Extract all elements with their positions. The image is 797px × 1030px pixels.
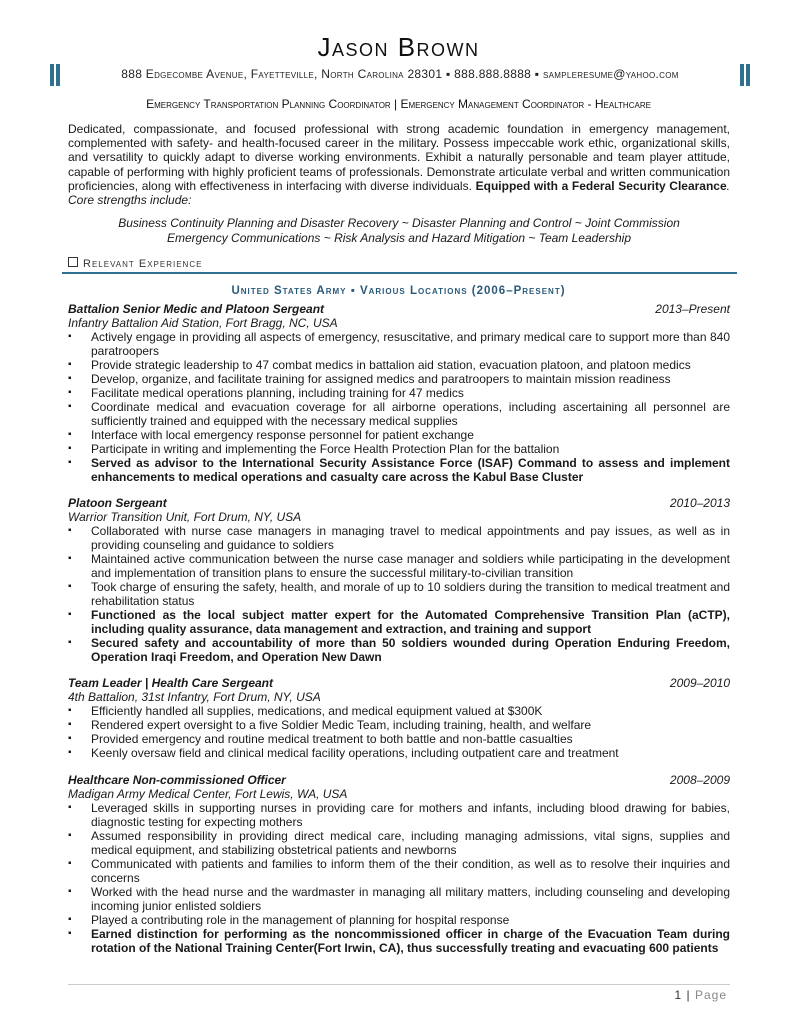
job-entry bbox=[68, 773, 730, 955]
duty-item: ▪ Provide strategic leadership to 47 combat medics in battalion aid station, evacuation platoon, and platoon medics bbox=[68, 358, 730, 372]
job-entry bbox=[68, 496, 730, 664]
job-dates: 2013–Present bbox=[655, 302, 730, 316]
page-label: Page bbox=[694, 988, 727, 1002]
checkbox-icon bbox=[68, 257, 78, 267]
section-title: Relevant Experience bbox=[83, 258, 203, 270]
core-strengths bbox=[68, 216, 730, 246]
strengths-line-1: Business Continuity Planning and Disaster Recovery ~ Disaster Planning and Control ~ Joint Commission bbox=[118, 216, 680, 230]
duty-item: ▪ Took charge of ensuring the safety, health, and morale of up to 10 soldiers during the transition to medical treatment and rehabilitation status bbox=[68, 580, 730, 608]
duty-item: ▪ Communicated with patients and families to inform them of the their condition, as well as to resolve their inquiries and concerns bbox=[68, 857, 730, 885]
duties-list bbox=[68, 704, 730, 760]
page-number: 1 bbox=[674, 988, 683, 1002]
job-dates: 2009–2010 bbox=[669, 676, 730, 690]
duty-item: ▪ Keenly oversaw field and clinical medical facility operations, including outpatient care and treatment bbox=[68, 746, 730, 760]
duty-item: ▪ Efficiently handled all supplies, medications, and medical equipment valued at $300K bbox=[68, 704, 730, 718]
duty-item: ▪ Rendered expert oversight to a five Soldier Medic Team, including training, health, and welfare bbox=[68, 718, 730, 732]
duty-item-highlight: ▪ Earned distinction for performing as the noncommissioned officer in charge of the Evacuation Team during rotation of the National Training Center(Fort Irwin, CA), thus successfully treating and evacuating 600 patients bbox=[68, 927, 730, 955]
duty-item: ▪ Provided emergency and routine medical treatment to both battle and non-battle casualties bbox=[68, 732, 730, 746]
job-location: 4th Battalion, 31st Infantry, Fort Drum, NY, USA bbox=[68, 690, 321, 704]
duty-item-highlight: ▪ Functioned as the local subject matter expert for the Automated Comprehensive Transition Plan (aCTP), including quality assurance, data management and extraction, and training and support bbox=[68, 608, 730, 636]
job-dates: 2008–2009 bbox=[669, 773, 730, 787]
job-location: Warrior Transition Unit, Fort Drum, NY, USA bbox=[68, 510, 302, 524]
contact-row bbox=[50, 64, 750, 86]
section-heading-experience bbox=[68, 257, 202, 270]
candidate-name: Jason Brown bbox=[317, 32, 480, 62]
duties-list bbox=[68, 330, 730, 484]
footer-rule bbox=[68, 984, 730, 985]
duties-list bbox=[68, 524, 730, 664]
job-title: Healthcare Non-commissioned Officer bbox=[68, 773, 286, 787]
summary-core-intro: . Core strengths include: bbox=[68, 178, 730, 208]
duty-item: ▪ Leveraged skills in supporting nurses in providing care for mothers and infants, including blood drawing for babies, diagnostic testing for expecting mothers bbox=[68, 801, 730, 829]
duty-item: ▪ Facilitate medical operations planning, including training for 47 medics bbox=[68, 386, 730, 400]
duty-item: ▪ Actively engage in providing all aspects of emergency, resuscitative, and primary medical care to support more than 840 paratroopers bbox=[68, 330, 730, 358]
employer-heading: United States Army ▪ Various Locations (2006–Present) bbox=[231, 285, 566, 297]
contact-info: 888 Edgecombe Avenue, Fayetteville, North Carolina 28301 ▪ 888.888.8888 ▪ sampleresume@yahoo.com bbox=[121, 67, 679, 81]
job-location: Infantry Battalion Aid Station, Fort Bragg, NC, USA bbox=[68, 316, 338, 330]
duty-item: ▪ Maintained active communication between the nurse case manager and soldiers while participating in the development and implementation of transition plans to ensure the successful military-to-civilian transition bbox=[68, 552, 730, 580]
summary-paragraph bbox=[68, 122, 730, 207]
job-title: Team Leader | Health Care Sergeant bbox=[68, 676, 273, 690]
job-title: Platoon Sergeant bbox=[68, 496, 167, 510]
duty-item: ▪ Interface with local emergency response personnel for patient exchange bbox=[68, 428, 730, 442]
duty-item: ▪ Assumed responsibility in providing direct medical care, including managing admissions, vital signs, supplies and medical equipment, and stabilizing obstetrical patients and newborns bbox=[68, 829, 730, 857]
duty-item: ▪ Collaborated with nurse case managers in managing travel to medical appointments and pay issues, as well as in providing counseling and guidance to soldiers bbox=[68, 524, 730, 552]
right-accent-bar-2 bbox=[746, 64, 750, 86]
duty-item: ▪ Develop, organize, and facilitate training for assigned medics and paratroopers to maintain mission readiness bbox=[68, 372, 730, 386]
duty-item: ▪ Played a contributing role in the management of planning for hospital response bbox=[68, 913, 730, 927]
job-location: Madigan Army Medical Center, Fort Lewis, WA, USA bbox=[68, 787, 348, 801]
duty-item: ▪ Worked with the head nurse and the wardmaster in managing all military matters, including counseling and developing incoming junior enlisted soldiers bbox=[68, 885, 730, 913]
job-entry bbox=[68, 302, 730, 484]
job-dates: 2010–2013 bbox=[669, 496, 730, 510]
job-title: Battalion Senior Medic and Platoon Sergeant bbox=[68, 302, 325, 316]
right-accent-bar bbox=[740, 64, 744, 86]
page-footer bbox=[674, 988, 727, 1002]
duty-item-highlight: ▪ Served as advisor to the International Security Assistance Force (ISAF) Command to assess and implement enhancements to medical operations and casualty care across the Kabul Base Cluster bbox=[68, 456, 730, 484]
duty-item: ▪ Coordinate medical and evacuation coverage for all airborne operations, including ascertaining all personnel are sufficiently trained and equipped with the necessary medical supplies bbox=[68, 400, 730, 428]
job-entry bbox=[68, 676, 730, 760]
summary-clearance: Equipped with a Federal Security Clearance bbox=[475, 178, 727, 193]
duty-item-highlight: ▪ Secured safety and accountability of more than 50 soldiers wounded during Operation Enduring Freedom, Operation Iraqi Freedom, and Operation New Dawn bbox=[68, 636, 730, 664]
footer-separator: | bbox=[686, 988, 691, 1002]
section-rule bbox=[62, 272, 737, 274]
summary-text: Dedicated, compassionate, and focused professional with strong academic foundation in emergency management, complemented with safety- and health-focused career in the military. Possess impeccable work ethic, organizational skills, and versatility to quickly adapt to diverse working environments. Exhibit a naturally personable and team player attitude, capable of performing with highly proficient teams of professionals. Demonstrate articulate verbal and written communication proficiencies, along with effectiveness in interfacing with diverse individuals. bbox=[68, 122, 730, 193]
strengths-line-2: Emergency Communications ~ Risk Analysis and Hazard Mitigation ~ Team Leadership bbox=[167, 231, 631, 245]
target-titles: Emergency Transportation Planning Coordinator | Emergency Management Coordinator - Healthcare bbox=[146, 97, 651, 111]
duty-item: ▪ Participate in writing and implementing the Force Health Protection Plan for the battalion bbox=[68, 442, 730, 456]
duties-list bbox=[68, 801, 730, 955]
